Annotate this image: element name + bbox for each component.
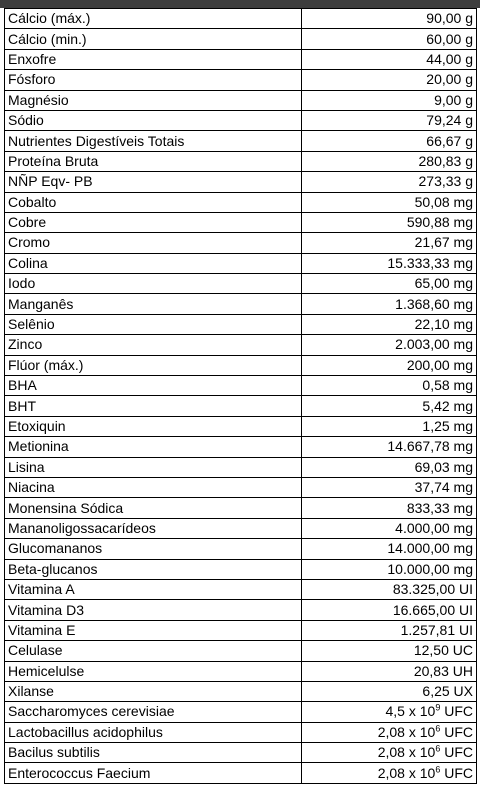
- nutrient-amount: 1.368,60 mg: [302, 294, 477, 314]
- nutrient-amount: 15.333,33 mg: [302, 253, 477, 273]
- amount-exponent: 9: [435, 702, 441, 713]
- nutrient-name: Fósforo: [5, 70, 302, 90]
- table-row: [5, 253, 477, 273]
- table-row: [5, 131, 477, 151]
- table-row: [5, 192, 477, 212]
- nutrient-amount: 14.000,00 mg: [302, 539, 477, 559]
- nutrient-amount: 4.000,00 mg: [302, 518, 477, 538]
- nutrient-amount: 6,25 UX: [302, 681, 477, 701]
- nutrient-amount: 83.325,00 UI: [302, 579, 477, 599]
- nutrient-name: Niacina: [5, 477, 302, 497]
- nutrient-name: Lisina: [5, 457, 302, 477]
- nutrient-name: Flúor (máx.): [5, 355, 302, 375]
- nutrient-name: Vitamina A: [5, 579, 302, 599]
- table-row: [5, 661, 477, 681]
- amount-unit: UFC: [440, 744, 473, 761]
- top-border-bar: [0, 0, 480, 8]
- table-row: [5, 110, 477, 130]
- nutrient-name: Cálcio (min.): [5, 29, 302, 49]
- nutrient-name: Vitamina E: [5, 620, 302, 640]
- amount-base: 2,08 x 10: [377, 744, 436, 761]
- table-row: [5, 355, 477, 375]
- nutrient-amount: 79,24 g: [302, 110, 477, 130]
- nutrient-name: Magnésio: [5, 90, 302, 110]
- table-row: [5, 600, 477, 620]
- table-row: [5, 172, 477, 192]
- nutrient-amount: 10.000,00 mg: [302, 559, 477, 579]
- table-row: [5, 396, 477, 416]
- amount-exponent: 6: [435, 763, 441, 774]
- nutrient-amount: [302, 763, 477, 783]
- nutrient-amount: 5,42 mg: [302, 396, 477, 416]
- nutrient-amount: 2.003,00 mg: [302, 335, 477, 355]
- amount-base: 4,5 x 10: [385, 703, 436, 720]
- nutrient-amount: 22,10 mg: [302, 314, 477, 334]
- nutrient-name: Cobalto: [5, 192, 302, 212]
- table-row: [5, 722, 477, 742]
- nutrient-name: Enterococcus Faecium: [5, 763, 302, 783]
- table-row: [5, 151, 477, 171]
- nutrient-amount: 833,33 mg: [302, 498, 477, 518]
- nutrient-amount: 20,83 UH: [302, 661, 477, 681]
- nutrient-amount: 1,25 mg: [302, 416, 477, 436]
- amount-exponent: 6: [435, 723, 441, 734]
- nutrient-amount: 16.665,00 UI: [302, 600, 477, 620]
- nutrient-table-body: [5, 9, 477, 784]
- nutrient-amount: 69,03 mg: [302, 457, 477, 477]
- table-row: [5, 416, 477, 436]
- amount-base: 2,08 x 10: [377, 764, 436, 781]
- nutrient-amount: 0,58 mg: [302, 376, 477, 396]
- nutrient-amount: 66,67 g: [302, 131, 477, 151]
- nutrient-name: Iodo: [5, 274, 302, 294]
- table-row: [5, 743, 477, 763]
- nutrient-amount: [302, 702, 477, 722]
- amount-unit: UFC: [440, 703, 473, 720]
- table-row: [5, 641, 477, 661]
- nutrient-amount: 200,00 mg: [302, 355, 477, 375]
- nutrient-amount: 20,00 g: [302, 70, 477, 90]
- nutrient-name: Hemicelulse: [5, 661, 302, 681]
- nutrient-name: NÑP Eqv- PB: [5, 172, 302, 192]
- table-row: [5, 314, 477, 334]
- nutrient-amount: 280,83 g: [302, 151, 477, 171]
- nutrient-amount: 37,74 mg: [302, 477, 477, 497]
- nutrient-amount: 44,00 g: [302, 49, 477, 69]
- nutrient-amount: 50,08 mg: [302, 192, 477, 212]
- table-row: [5, 702, 477, 722]
- table-row: [5, 274, 477, 294]
- table-row: [5, 233, 477, 253]
- nutrient-name: Proteína Bruta: [5, 151, 302, 171]
- nutrient-name: Glucomananos: [5, 539, 302, 559]
- amount-unit: UFC: [440, 764, 473, 781]
- nutrient-name: Sódio: [5, 110, 302, 130]
- nutrient-name: Celulase: [5, 641, 302, 661]
- table-row: [5, 29, 477, 49]
- nutrient-name: Saccharomyces cerevisiae: [5, 702, 302, 722]
- nutrient-amount: [302, 722, 477, 742]
- table-row: [5, 518, 477, 538]
- nutrient-amount: 12,50 UC: [302, 641, 477, 661]
- nutrient-name: Beta-glucanos: [5, 559, 302, 579]
- table-row: [5, 70, 477, 90]
- nutrient-name: Etoxiquin: [5, 416, 302, 436]
- table-row: [5, 90, 477, 110]
- nutrient-name: Metionina: [5, 437, 302, 457]
- nutrient-amount: 14.667,78 mg: [302, 437, 477, 457]
- table-row: [5, 763, 477, 783]
- table-row: [5, 437, 477, 457]
- nutrient-name: BHT: [5, 396, 302, 416]
- table-row: [5, 681, 477, 701]
- table-row: [5, 294, 477, 314]
- nutrient-name: Enxofre: [5, 49, 302, 69]
- nutrient-amount: 65,00 mg: [302, 274, 477, 294]
- table-row: [5, 539, 477, 559]
- table-row: [5, 49, 477, 69]
- nutrient-name: Nutrientes Digestíveis Totais: [5, 131, 302, 151]
- nutrient-amount: 590,88 mg: [302, 212, 477, 232]
- nutrient-name: Colina: [5, 253, 302, 273]
- nutrient-amount: 1.257,81 UI: [302, 620, 477, 640]
- nutrient-name: Cálcio (máx.): [5, 9, 302, 29]
- table-row: [5, 335, 477, 355]
- nutrient-name: Xilanse: [5, 681, 302, 701]
- nutrient-name: Monensina Sódica: [5, 498, 302, 518]
- table-row: [5, 457, 477, 477]
- nutrient-name: Zinco: [5, 335, 302, 355]
- nutrient-name: Bacilus subtilis: [5, 743, 302, 763]
- table-row: [5, 9, 477, 29]
- amount-unit: UFC: [440, 723, 473, 740]
- nutrient-name: BHA: [5, 376, 302, 396]
- nutrient-name: Cromo: [5, 233, 302, 253]
- table-row: [5, 579, 477, 599]
- nutrient-table: [4, 8, 477, 784]
- nutrient-name: Vitamina D3: [5, 600, 302, 620]
- nutrient-amount: 90,00 g: [302, 9, 477, 29]
- nutrient-amount: 9,00 g: [302, 90, 477, 110]
- table-row: [5, 620, 477, 640]
- nutrient-amount: 273,33 g: [302, 172, 477, 192]
- nutrient-name: Lactobacillus acidophilus: [5, 722, 302, 742]
- table-row: [5, 376, 477, 396]
- nutrient-amount: 60,00 g: [302, 29, 477, 49]
- table-row: [5, 212, 477, 232]
- nutrient-amount: 21,67 mg: [302, 233, 477, 253]
- nutrient-name: Manganês: [5, 294, 302, 314]
- nutrient-name: Mananoligossacarídeos: [5, 518, 302, 538]
- nutrient-amount: [302, 743, 477, 763]
- table-row: [5, 559, 477, 579]
- nutrient-name: Cobre: [5, 212, 302, 232]
- amount-base: 2,08 x 10: [377, 723, 436, 740]
- table-row: [5, 498, 477, 518]
- amount-exponent: 6: [435, 743, 441, 754]
- nutrient-name: Selênio: [5, 314, 302, 334]
- table-row: [5, 477, 477, 497]
